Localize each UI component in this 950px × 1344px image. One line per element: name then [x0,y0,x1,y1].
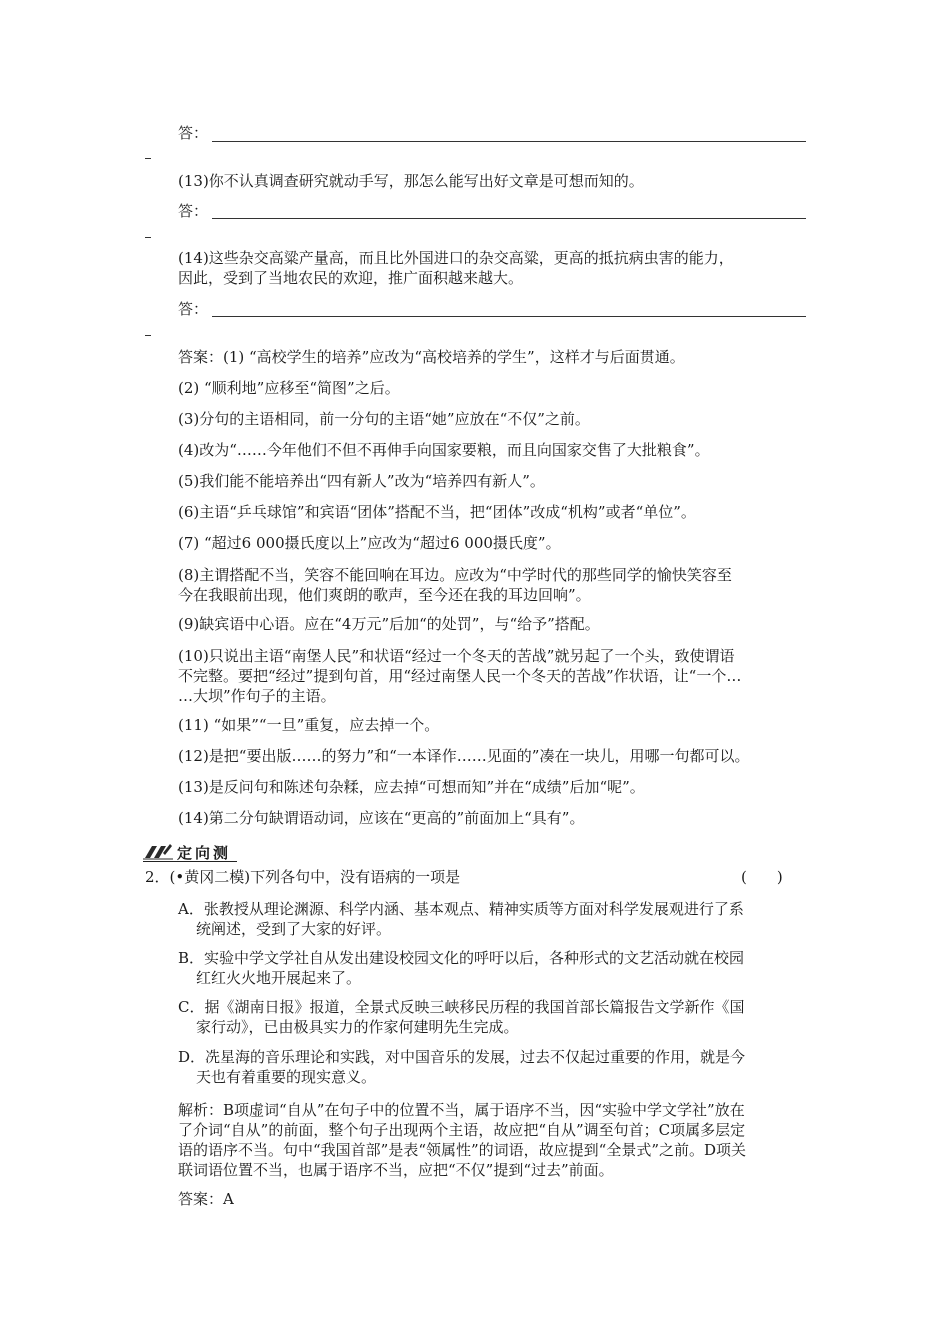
question-14-line-2: 因此，受到了当地农民的欢迎，推广面积越来越大。 [178,269,524,287]
answer-item-10-line-3: …大坝”作句子的主语。 [178,687,336,705]
section-underline [143,861,237,862]
explanation-line-3: 语的语序不当。句中“我国首部”是表“领属性”的词语，故应提到“全景式”之前。D项关 [178,1141,747,1159]
question-2-stem: 2．(•黄冈二模)下列各句中，没有语病的一项是 [145,868,461,886]
section-pencil-icon [143,843,173,860]
option-d-line-1: D．冼星海的音乐理论和实践，对中国音乐的发展，过去不仅起过重要的作用，就是今 [178,1048,746,1066]
answer-item-11: (11) “如果”“一旦”重复，应去掉一个。 [178,716,440,734]
final-answer: 答案：A [178,1190,234,1208]
answer-item-5: (5)我们能不能培养出“四有新人”改为“培养四有新人”。 [178,472,545,490]
explanation-line-4: 联词语位置不当，也属于语序不当，应把“不仅”提到“过去”前面。 [178,1161,614,1179]
explanation-line-2: 了介词“自从”的前面，整个句子出现两个主语，故应把“自从”调至句首；C项属多层定 [178,1121,746,1139]
answer-item-2: (2) “顺利地”应移至“简图”之后。 [178,379,400,397]
answer-item-14: (14)第二分句缺谓语动词，应该在“更高的”前面加上“具有”。 [178,809,585,827]
answer-item-9: (9)缺宾语中心语。应在“4万元”后加“的处罚”，与“给予”搭配。 [178,615,600,633]
explanation-line-1: 解析：B项虚词“自从”在句子中的位置不当，属于语序不当，因“实验中学文学社”放在 [178,1101,745,1119]
answer-item-8-line-2: 今在我眼前出现，他们爽朗的歌声，至今还在我的耳边回响”。 [178,586,591,604]
answer-item-1: 答案：(1) “高校学生的培养”应改为“高校培养的学生”，这样才与后面贯通。 [178,348,685,366]
question-14-line-1: (14)这些杂交高粱产量高，而且比外国进口的杂交高粱，更高的抵抗病虫害的能力， [178,249,734,267]
answer-blank-line[interactable] [212,218,806,219]
line-marker [145,158,151,159]
answer-item-10-line-1: (10)只说出主语“南堡人民”和状语“经过一个冬天的苦战”就另起了一个头，致使谓语 [178,647,735,665]
line-marker [145,237,151,238]
answer-prompt: 答： [178,124,209,142]
answer-item-13: (13)是反问句和陈述句杂糅，应去掉“可想而知”并在“成绩”后加“呢”。 [178,778,645,796]
answer-item-6: (6)主语“乒乓球馆”和宾语“团体”搭配不当，把“团体”改成“机构”或者“单位”。 [178,503,696,521]
option-c-line-1: C．据《湖南日报》报道，全景式反映三峡移民历程的我国首部长篇报告文学新作《国 [178,998,745,1016]
answer-item-4: (4)改为“……今年他们不但不再伸手向国家要粮，而且向国家交售了大批粮食”。 [178,441,710,459]
option-d-line-2: 天也有着重要的现实意义。 [196,1068,377,1086]
option-a-line-2: 统阐述，受到了大家的好评。 [196,920,392,938]
option-b-line-1: B．实验中学文学社自从发出建设校园文化的呼吁以后，各种形式的文艺活动就在校园 [178,949,745,967]
line-marker [145,335,151,336]
question-13: (13)你不认真调查研究就动手写，那怎么能写出好文章是可想而知的。 [178,172,644,190]
option-b-line-2: 红红火火地开展起来了。 [196,969,362,987]
answer-bracket: ( ) [741,868,783,886]
answer-blank-line[interactable] [212,316,806,317]
section-header [143,842,243,862]
answer-item-7: (7) “超过6 000摄氏度以上”应改为“超过6 000摄氏度”。 [178,534,561,552]
answer-prompt: 答： [178,202,209,220]
section-title: 定向测 [177,844,232,862]
answer-prompt: 答： [178,300,209,318]
answer-blank-line[interactable] [212,141,806,142]
option-a-line-1: A．张教授从理论渊源、科学内涵、基本观点、精神实质等方面对科学发展观进行了系 [178,900,744,918]
option-c-line-2: 家行动》，已由极具实力的作家何建明先生完成。 [196,1018,519,1036]
answer-item-12: (12)是把“要出版……的努力”和“一本译作……见面的”凑在一块儿，用哪一句都可以。 [178,747,750,765]
answer-item-10-line-2: 不完整。要把“经过”提到句首，用“经过南堡人民一个冬天的苦战”作状语，让“一个… [178,667,742,685]
answer-item-3: (3)分句的主语相同，前一分句的主语“她”应放在“不仅”之前。 [178,410,590,428]
answer-item-8-line-1: (8)主谓搭配不当，笑容不能回响在耳边。应改为“中学时代的那些同学的愉快笑容至 [178,566,732,584]
